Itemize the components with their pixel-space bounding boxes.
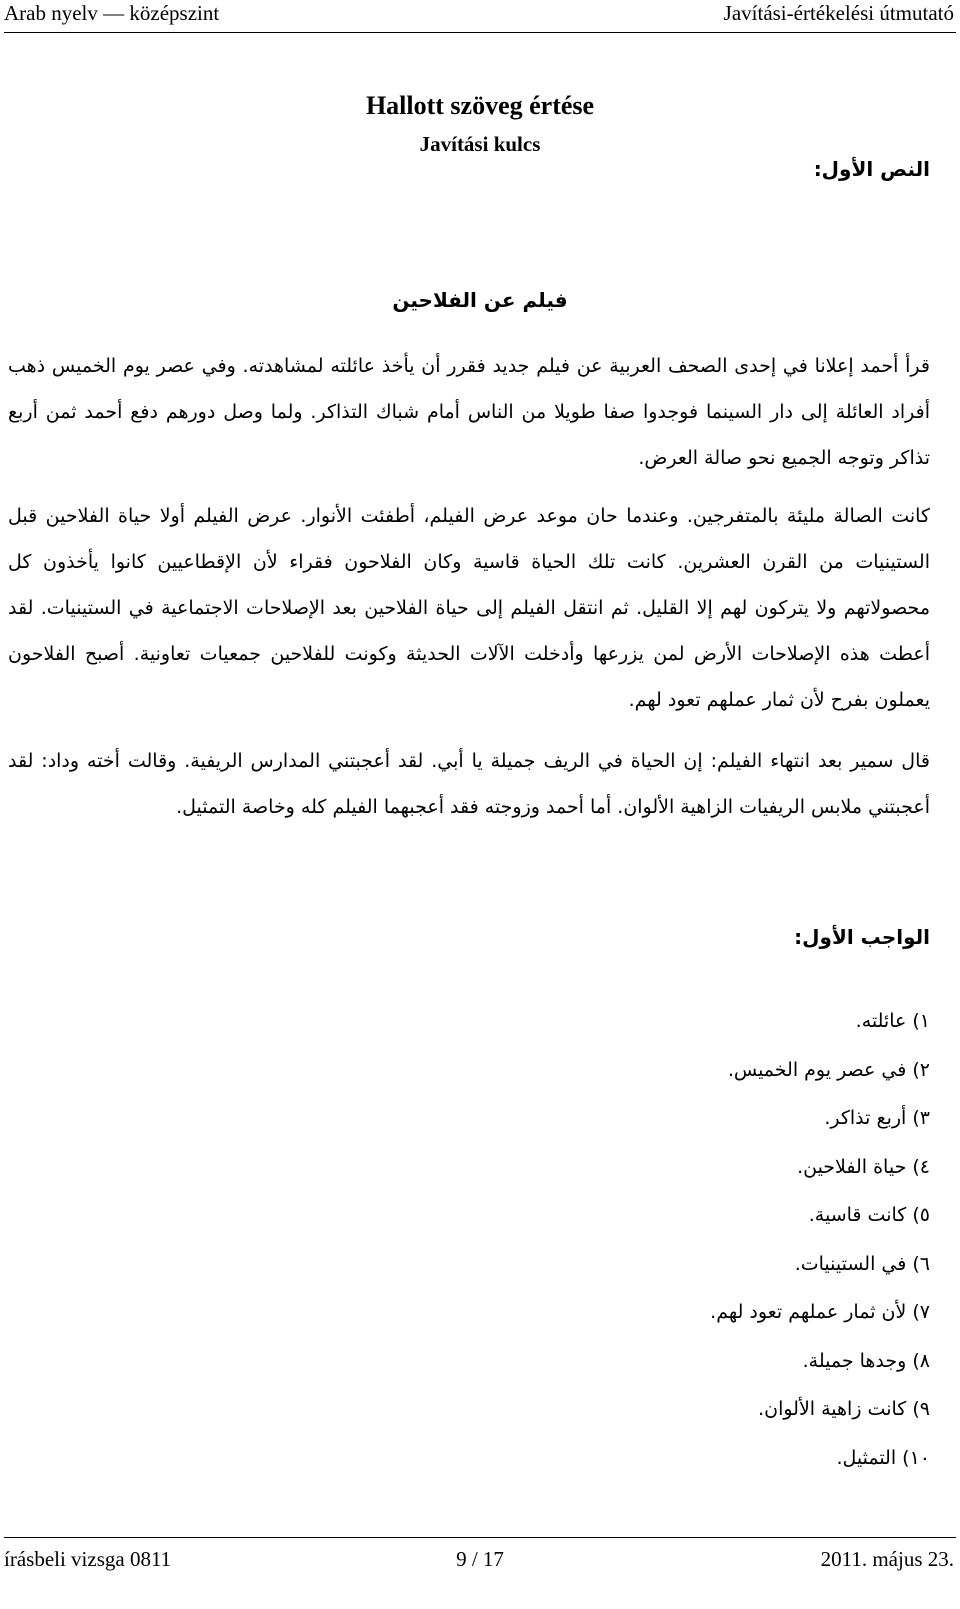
answer-item: ٥) كانت قاسية. [808,1204,930,1226]
story-title: فيلم عن الفلاحين [392,288,568,312]
answer-item: ٣) أربع تذاكر. [824,1107,930,1129]
answer-item: ٧) لأن ثمار عملهم تعود لهم. [710,1301,930,1323]
answer-item: ١٠) التمثيل. [836,1446,930,1469]
story-paragraph-1: قرأ أحمد إعلانا في إحدى الصحف العربية عن فيلم جديد فقرر أن يأخذ عائلته لمشاهدته. وفي عصر يوم الخميس ذهب أفراد العائلة إلى دار السينما فوجدوا صفا طويلا من الناس أمام شباك التذاكر. ولما وصل دورهم دفع أحمد ثمن أربع تذاكر وتوجه الجميع نحو صالة العرض. [8,355,930,469]
answer-item: ١) عائلته. [855,1010,930,1032]
answer-item: ٩) كانت زاهية الألوان. [758,1398,930,1420]
story-paragraph-3: قال سمير بعد انتهاء الفيلم: إن الحياة في الريف جميلة يا أبي. لقد أعجبتني المدارس الريفية. وقالت أخته وداد: لقد أعجبتني ملابس الريفيات الزاهية الألوان. أما أحمد وزوجته فقد أعجبهما الفيلم كله وخاصة التمثيل. [8,750,930,818]
answer-item: ٤) حياة الفلاحين. [797,1155,930,1178]
task-label: الواجب الأول: [794,925,930,949]
page-title: Hallott szöveg értése [365,91,595,120]
header-divider [4,32,956,33]
page-subtitle: Javítási kulcs [419,132,541,156]
header-doc-type: Javítási-értékelési útmutató [723,1,954,25]
page-header [0,0,960,40]
answer-list [710,997,930,1482]
text-label: النص الأول: [813,157,930,181]
answer-item: ٨) وجدها جميلة. [802,1349,930,1372]
answer-item: ٦) في الستينيات. [794,1252,930,1275]
answer-item: ٢) في عصر يوم الخميس. [727,1058,930,1081]
story-paragraph-2: كانت الصالة مليئة بالمتفرجين. وعندما حان موعد عرض الفيلم، أطفئت الأنوار. عرض الفيلم أولا حياة الفلاحين قبل الستينيات من القرن العشرين. كانت تلك الحياة قاسية وكان الفلاحون فقراء لأن الإقطاعيين كانوا يأخذون كل محصولاتهم ولا يتركون لهم إلا القليل. ثم انتقل الفيلم إلى حياة الفلاحين بعد الإصلاحات الاجتماعية في الستينيات. لقد أعطت هذه الإصلاحات الأرض لمن يزرعها وأدخلت الآلات الحديثة وكونت للفلاحين جمعيات تعاونية. أصبح الفلاحون يعملون بفرح لأن ثمار عملهم تعود لهم. [8,505,930,711]
header-subject: Arab nyelv — középszint [4,1,220,25]
footer-date: 2011. május 23. [820,1547,954,1571]
footer-page-number: 9 / 17 [456,1547,504,1571]
footer-divider [4,1537,956,1538]
footer-exam-code: írásbeli vizsga 0811 [4,1547,172,1571]
